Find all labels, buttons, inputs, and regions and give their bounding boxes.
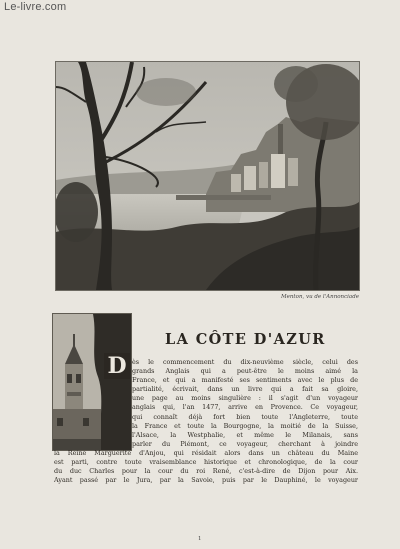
text-line: la France et toute la Bourgogne, la moitié de la Suisse, — [132, 421, 358, 430]
text-line: anglais qui, l'an 1477, arrive en Provence. Ce voyageur, — [132, 403, 358, 412]
text-line: l'Alsace, la Westphalie, et même le Milanais, sans — [132, 430, 358, 439]
drop-cap-letter: D — [104, 353, 130, 379]
menton-landscape-image — [56, 62, 359, 290]
text-line: du duc Charles pour la cour du roi René, c'est-à-dire de Dijon pour Aix. — [54, 467, 358, 476]
site-watermark: Le-livre.com — [4, 1, 67, 13]
text-line: qui connaît déjà fort bien toute l'Angleterre, toute — [132, 412, 358, 421]
text-line: ès le commencement du dix-neuvième siècle, celui des — [132, 358, 358, 366]
text-line: France, et qui a manifesté ses sentiments avec le plus de — [132, 376, 358, 385]
photo-caption: Menton, vu de l'Annonciade — [281, 294, 359, 300]
text-line: Ayant passé par le Jura, par la Savoie, puis par le Dauphiné, le voyageur — [54, 476, 358, 485]
bell-tower-image — [53, 314, 131, 450]
bell-tower-photo — [53, 314, 131, 450]
article-text-full-width — [54, 449, 358, 485]
menton-photo — [56, 62, 359, 290]
article-text-beside-image — [132, 358, 358, 449]
text-line: la Reine Marguerite d'Anjou, qui résidait alors dans un château du Maine — [54, 449, 358, 457]
text-line: grands Anglais qui a peut-être le moins aimé la — [132, 367, 358, 376]
text-line: partialité, écrivait, dans un livre qui a fait sa gloire, — [132, 385, 358, 394]
text-line: est parti, contre toute vraisemblance historique et chronologique, de la cour — [54, 458, 358, 467]
page-number: 1 — [198, 536, 202, 542]
article-title: LA CÔTE D'AZUR — [165, 331, 326, 348]
text-line: une page au moins singulière : il s'agit d'un voyageur — [132, 394, 358, 403]
text-line: parler du Piémont, ce voyageur, cherchant à joindre — [132, 439, 358, 448]
